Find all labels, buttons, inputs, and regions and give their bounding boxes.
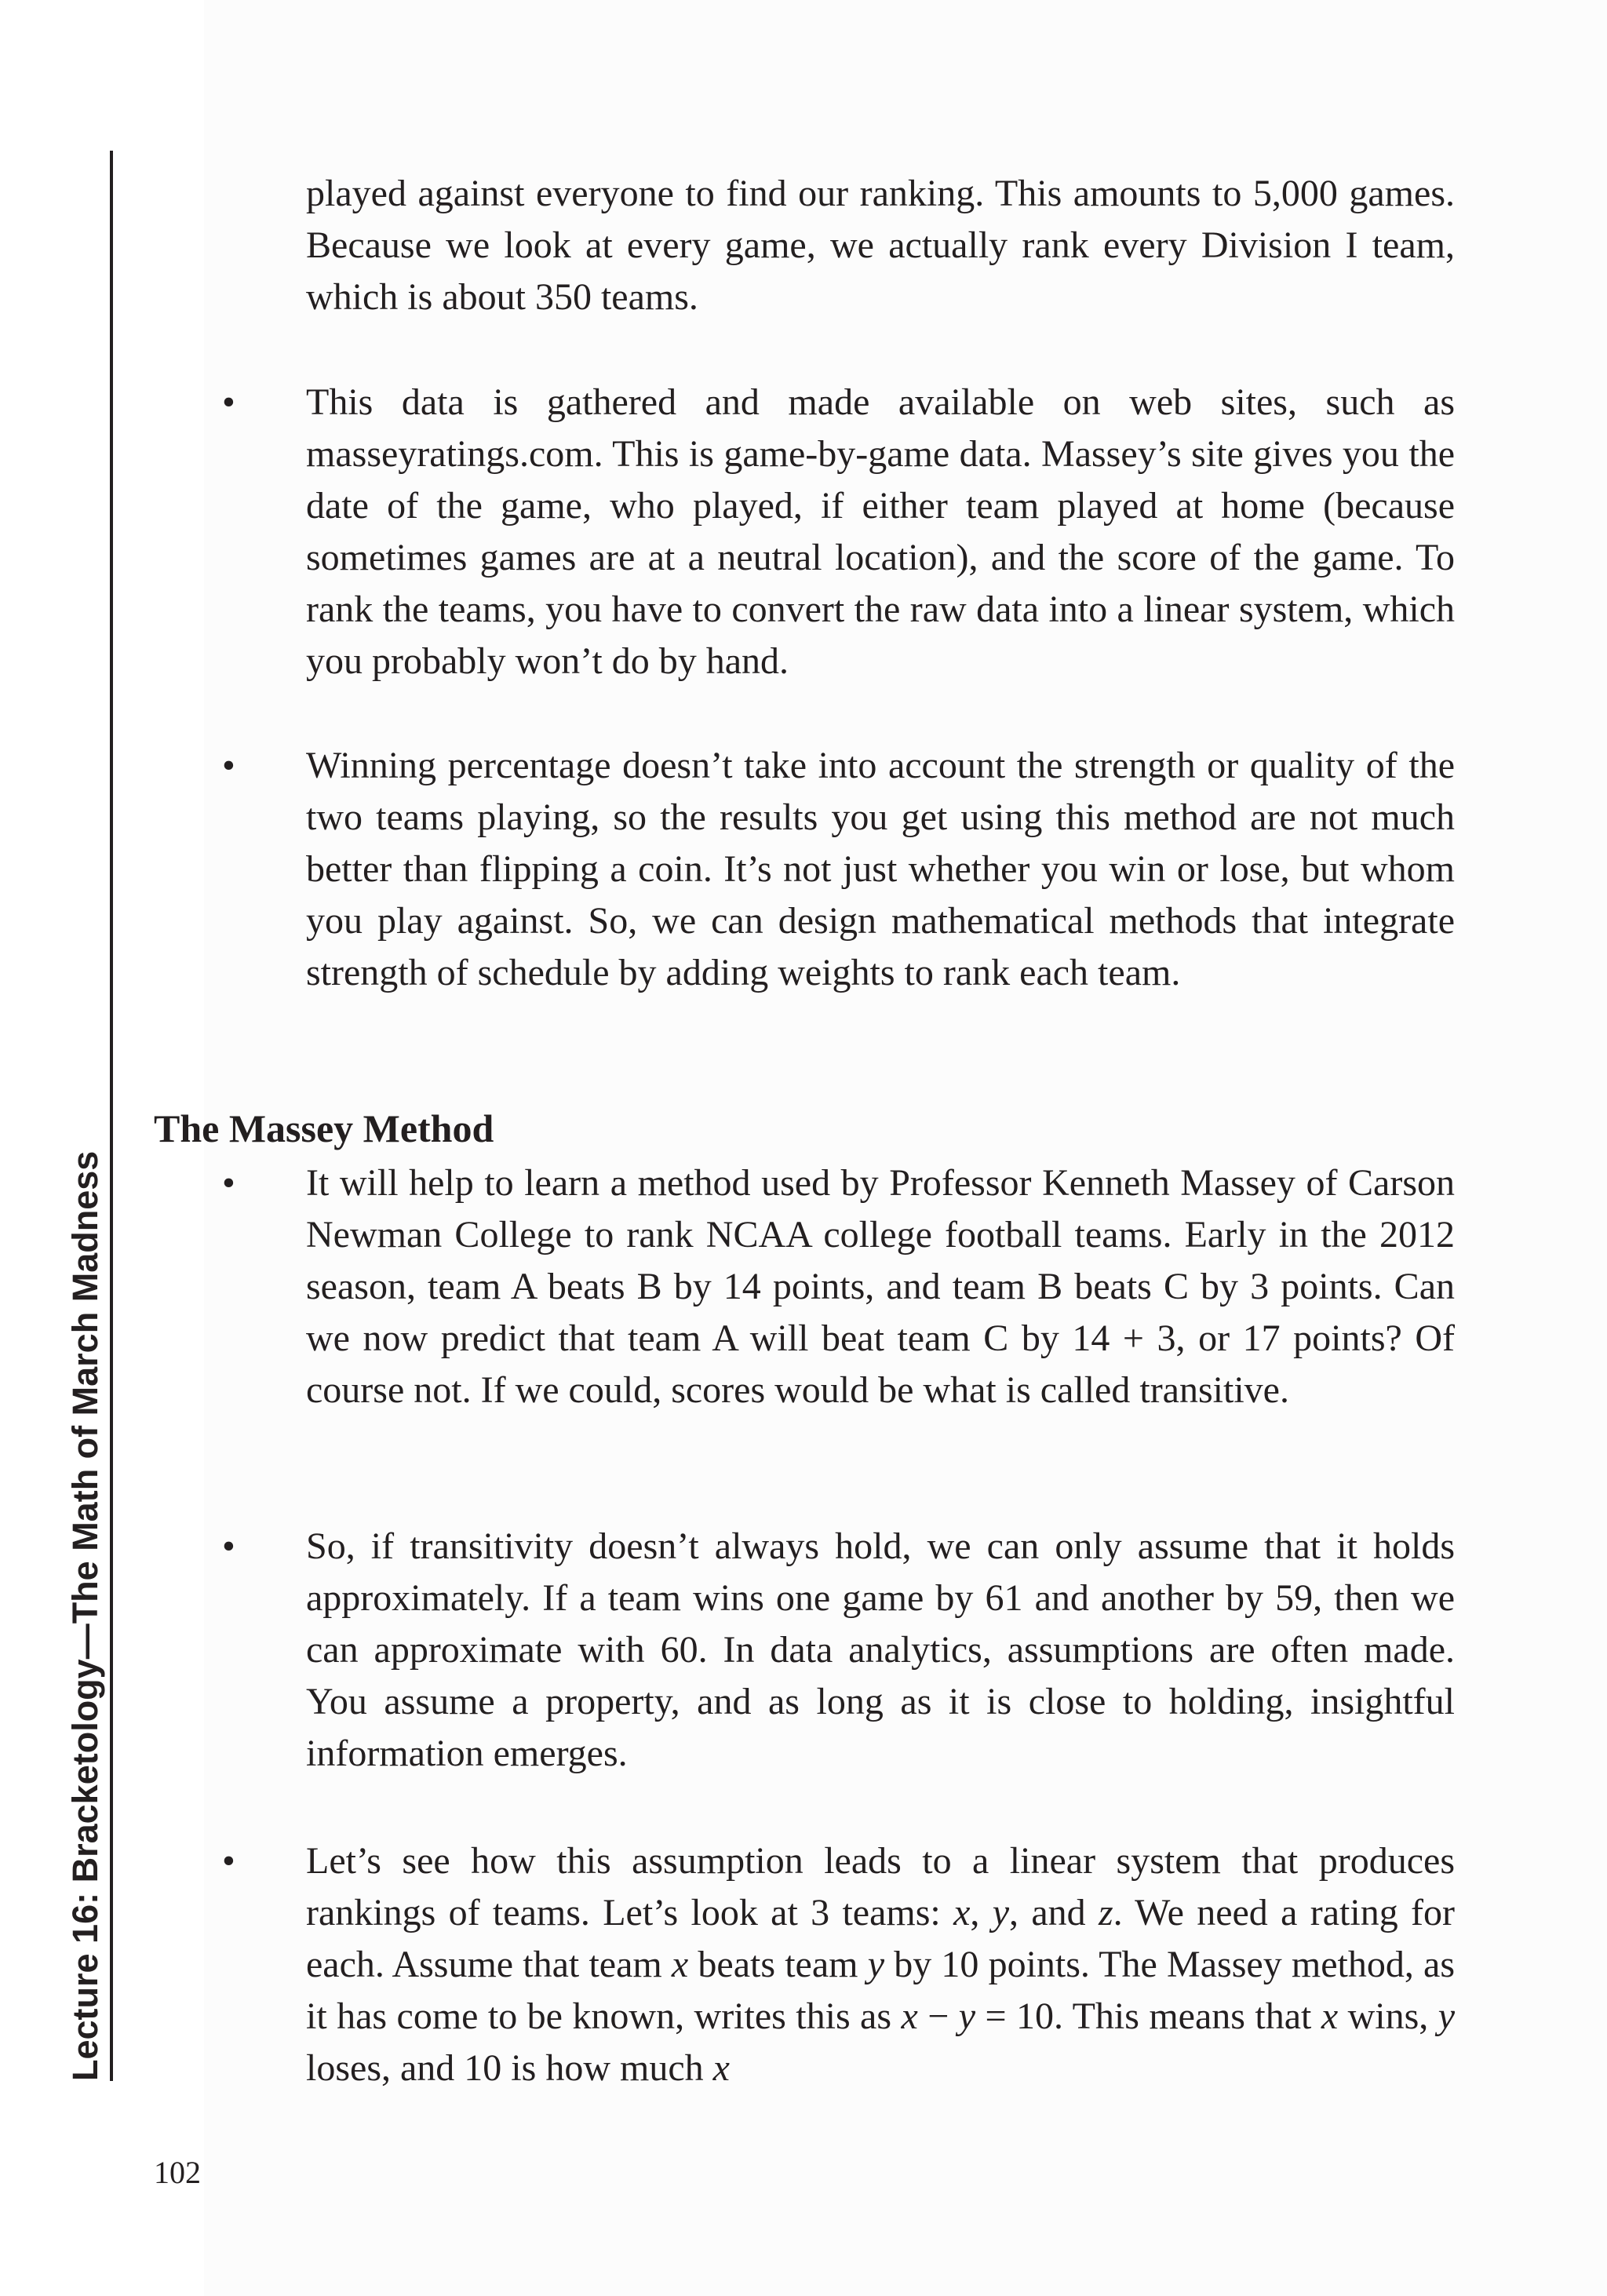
bullet-paragraph-winning-percentage: Winning percentage doesn’t take into account the strength or quality of the two teams playing, so the results you get using this method are not much better than flipping a coin. It’s not just whether you win or lose, but whom you play against. So, we can design mathematical methods that integrate strength of schedule by adding weights to rank each team. [306,745,1455,993]
bullet-marker: • [222,1840,235,1882]
bullet-paragraph-massey-intro: It will help to learn a method used by Professor Kenneth Massey of Carson Newman College to rank NCAA college football teams. Early in the 2012 season, team A beats B by 14 points, and team B beats C by 3 points. Can we now predict that team A will beat team C by 14 + 3, or 17 points? Of course not. If we could, scores would be what is called transitive. [306,1162,1455,1411]
side-rule [110,151,113,2081]
bullet-paragraph-linear-system: Let’s see how this assumption leads to a linear system that produces rankings of teams. Let’s look at 3 teams: x, y, and z. We need a rating for each. Assume that team x beats team y by 10 points. The Massey method, as it has come to be known, writes this as x − y = 10. This means that x wins, y loses, and 10 is how much x [306,1840,1456,2089]
continuation-paragraph: played against everyone to find our ranking. This amounts to 5,000 games. Because we look at every game, we actually rank every Division I team, which is about 350 teams. [306,173,1455,318]
page-number: 102 [154,2155,201,2190]
bullet-marker: • [222,1525,235,1567]
section-heading: The Massey Method [154,1106,494,1150]
bullet-paragraph-transitivity: So, if transitivity doesn’t always hold, we can only assume that it holds approximately. If a team wins one game by 61 and another by 59, then we can approximate with 60. In data analytics, assumptions are often made. You assume a property, and as long as it is close to holding, insightful information emerges. [306,1525,1455,1774]
bullet-marker: • [222,1162,235,1204]
running-side-title: Lecture 16: Bracketology—The Math of March Madness [65,1150,105,2081]
bullet-marker: • [222,745,235,786]
bullet-marker: • [222,381,235,423]
bullet-paragraph-data-gathering: This data is gathered and made available on web sites, such as masseyratings.com. This is game-by-game data. Massey’s site gives you the date of the game, who played, if either team played at home (because sometimes games are at a neutral location), and the score of the game. To rank the teams, you have to convert the raw data into a linear system, which you probably won’t do by hand. [306,381,1455,682]
